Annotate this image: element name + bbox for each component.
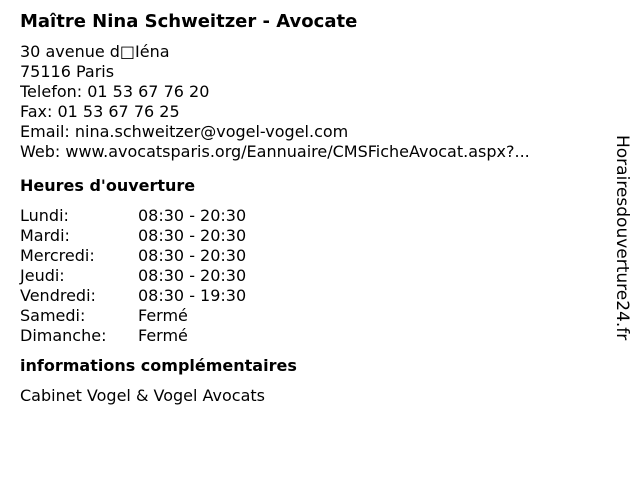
address-city: 75116 Paris bbox=[20, 62, 115, 81]
extra-info-text: Cabinet Vogel & Vogel Avocats bbox=[20, 386, 266, 405]
hours-row-tuesday bbox=[20, 226, 600, 246]
website-url: Web: www.avocatsparis.org/Eannuaire/CMSFicheAvocat.aspx?... bbox=[20, 142, 530, 161]
hours-time-value: Fermé bbox=[138, 306, 188, 325]
hours-time-value: 08:30 - 20:30 bbox=[138, 226, 247, 245]
site-watermark: Horairesdouverture24.fr bbox=[612, 135, 632, 341]
hours-day-label: Samedi: bbox=[20, 306, 86, 325]
phone-number: Telefon: 01 53 67 76 20 bbox=[20, 82, 210, 101]
hours-day-label: Dimanche: bbox=[20, 326, 107, 345]
hours-day-label: Vendredi: bbox=[20, 286, 96, 305]
hours-row-thursday bbox=[20, 266, 600, 286]
contact-block bbox=[20, 42, 600, 162]
hours-time-value: 08:30 - 20:30 bbox=[138, 266, 247, 285]
hours-day-label: Mardi: bbox=[20, 226, 70, 245]
hours-time-value: 08:30 - 20:30 bbox=[138, 246, 247, 265]
hours-day-label: Lundi: bbox=[20, 206, 69, 225]
hours-row-sunday bbox=[20, 326, 600, 346]
email-address: Email: nina.schweitzer@vogel-vogel.com bbox=[20, 122, 349, 141]
hours-row-friday bbox=[20, 286, 600, 306]
hours-day-label: Jeudi: bbox=[20, 266, 65, 285]
fax-number: Fax: 01 53 67 76 25 bbox=[20, 102, 180, 121]
business-info-card bbox=[20, 10, 600, 406]
address-street: 30 avenue d□Iéna bbox=[20, 42, 170, 61]
hours-time-value: Fermé bbox=[138, 326, 188, 345]
page-title: Maître Nina Schweitzer - Avocate bbox=[20, 11, 358, 32]
hours-table bbox=[20, 206, 600, 346]
extra-info-heading: informations complémentaires bbox=[20, 356, 297, 375]
hours-day-label: Mercredi: bbox=[20, 246, 95, 265]
hours-time-value: 08:30 - 20:30 bbox=[138, 206, 247, 225]
hours-heading: Heures d'ouverture bbox=[20, 176, 196, 195]
hours-row-monday bbox=[20, 206, 600, 226]
hours-time-value: 08:30 - 19:30 bbox=[138, 286, 247, 305]
hours-row-saturday bbox=[20, 306, 600, 326]
hours-row-wednesday bbox=[20, 246, 600, 266]
